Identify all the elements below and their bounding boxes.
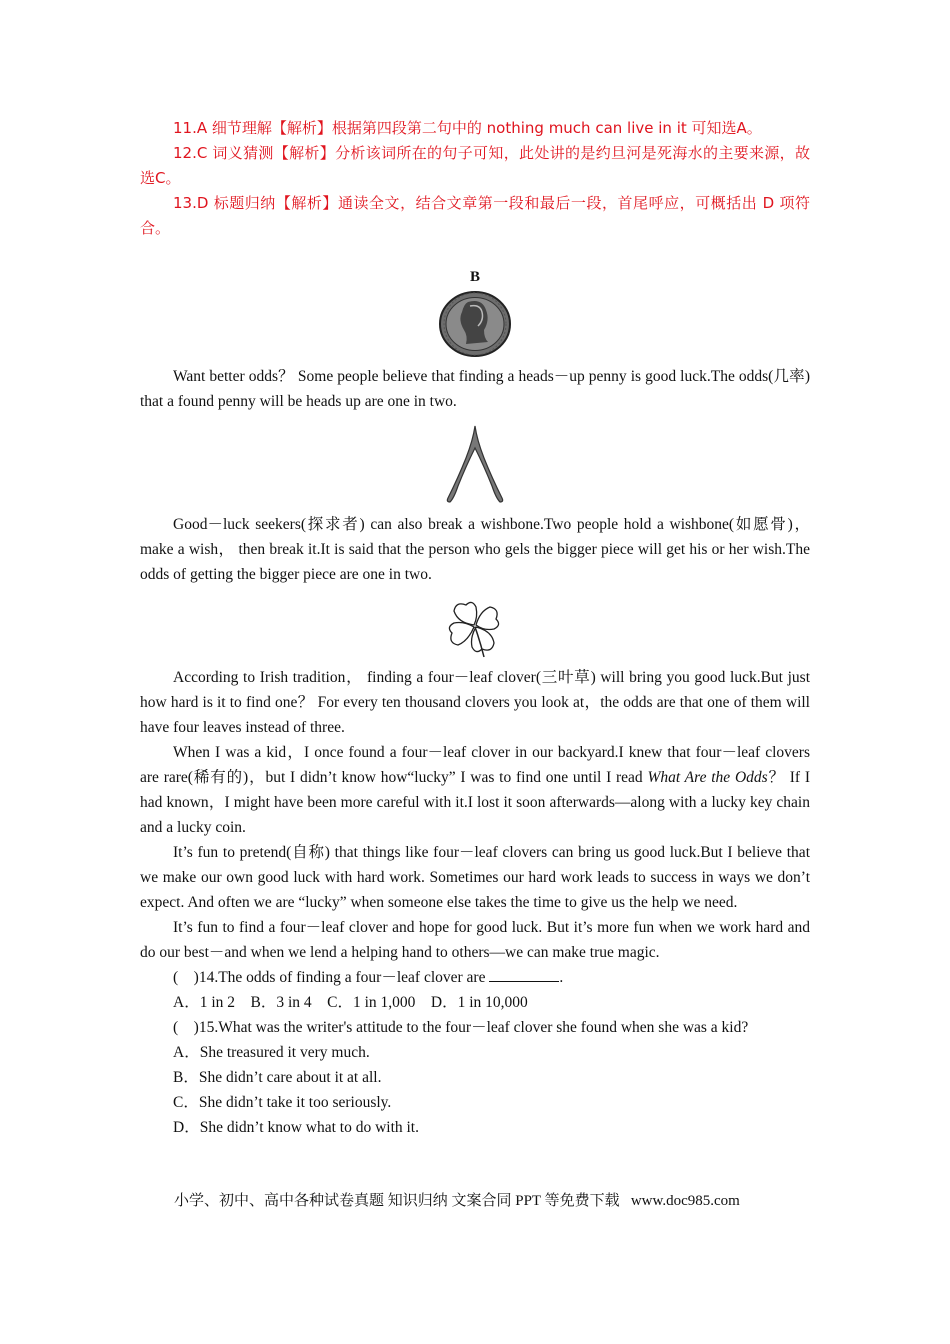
- answer-12: 12.C 词义猜测【解析】分析该词所在的句子可知，此处讲的是约旦河是死海水的主要来源，故选C。: [140, 144, 810, 187]
- document-page: [140, 116, 810, 1140]
- passage-paragraph-1: Want better odds？ Some people believe that finding a heads－up penny is good luck.The odds(几率) that a found penny will be heads up are one in two.: [140, 368, 810, 410]
- penny-coin-icon: [140, 290, 810, 358]
- four-leaf-clover-icon: [140, 597, 810, 659]
- passage-paragraph-5: It’s fun to pretend(自称) that things like four－leaf clovers can bring us good luck.But I believe that we make our own good luck with hard work. Sometimes our hard work leads to success in ways we don’t expect. And often we are “lucky” when someone else takes the time to give us the help we need.: [140, 844, 810, 911]
- footer-site-link[interactable]: www.doc985.com: [630, 1193, 740, 1209]
- passage-paragraph-4: [140, 740, 810, 840]
- passage-paragraph-6: It’s fun to find a four－leaf clover and hope for good luck. But it’s more fun when we work hard and do our best－and when we lend a helping hand to others—we can make true magic.: [140, 919, 810, 961]
- passage-paragraph-3: According to Irish tradition， finding a four－leaf clover(三叶草) will bring you good luck.But just how hard is it to find one？ For every ten thousand clovers you look at，the odds are that one of them will have four leaves instead of three.: [140, 669, 810, 736]
- question-14: [140, 965, 810, 990]
- passage-paragraph-2: Good－luck seekers(探求者) can also break a wishbone.Two people hold a wishbone(如愿骨)，make a wish， then break it.It is said that the person who gels the bigger piece will get his or her wish.The odds of getting the bigger piece are one in two.: [140, 516, 810, 583]
- wishbone-icon: [140, 422, 810, 506]
- book-title: What Are the Odds: [647, 769, 768, 786]
- question-15-option-d: D．She didn’t know what to do with it.: [173, 1119, 419, 1136]
- question-15-option-c: C．She didn’t take it too seriously.: [173, 1094, 392, 1111]
- question-15-stem: ( )15.What was the writer's attitude to the four－leaf clover she found when she was a kid?: [173, 1019, 749, 1036]
- question-15-option-b: B．She didn’t care about it at all.: [173, 1069, 382, 1086]
- answer-11: 11.A 细节理解【解析】根据第四段第二句中的 nothing much can live in it 可知选A。: [173, 119, 762, 137]
- section-title: B: [469, 269, 480, 285]
- answer-13: 13.D 标题归纳【解析】通读全文，结合文章第一段和最后一段，首尾呼应，可概括出 D 项符合。: [140, 194, 810, 237]
- paragraph-4-part-a: When I was a kid，I once found a four－leaf clover in our backyard.I knew that four－leaf clovers are rare(稀有的)，but I didn’t know how“lucky” I was to find one until I read: [140, 744, 810, 786]
- question-15-option-a: A．She treasured it very much.: [173, 1044, 370, 1061]
- answer-blank[interactable]: [489, 967, 559, 982]
- question-14-stem: ( )14.The odds of finding a four－leaf clover are: [173, 969, 490, 986]
- footer-text: 小学、初中、高中各种试卷真题 知识归纳 文案合同 PPT 等免费下载: [174, 1193, 620, 1209]
- page-footer: [174, 1190, 740, 1212]
- question-14-options: A．1 in 2 B．3 in 4 C．1 in 1,000 D．1 in 10,000: [173, 994, 528, 1011]
- question-14-tail: .: [559, 969, 564, 986]
- paragraph-4-part-b: ？ If I had known，I might have been more careful with it.I lost it soon afterwards—along with a lucky key chain and a lucky coin.: [140, 769, 810, 836]
